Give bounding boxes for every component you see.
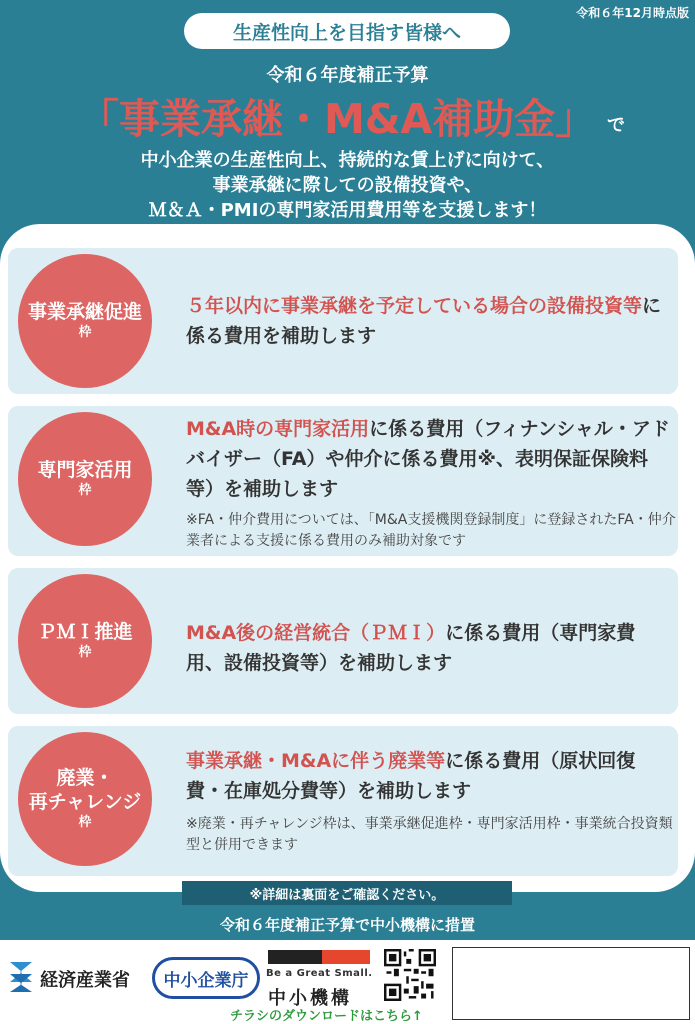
category-name: 専門家活用 xyxy=(37,459,133,481)
highlight-text: M&A時の専門家活用 xyxy=(186,418,370,440)
category-name-line1: 廃業・ xyxy=(56,767,114,789)
body-text: に係る費用（原状回復費・在庫処分費等）を補助します xyxy=(186,750,636,802)
meti-logo-icon xyxy=(6,960,36,994)
title-suffix: で xyxy=(607,115,625,136)
detail-notice: ※詳細は裏面をご確認ください。 xyxy=(182,881,512,905)
category-waku: 枠 xyxy=(78,645,92,660)
intro-line: 中小企業の生産性向上、持続的な賃上げに向けて、 xyxy=(140,150,555,171)
smrj-logo-text: 中小機構 xyxy=(268,988,352,1009)
intro-line: 事業承継に際しての設備投資や、 xyxy=(212,175,483,196)
card-note: ※廃業・再チャレンジ枠は、事業承継促進枠・専門家活用枠・事業統合投資類型と併用できます xyxy=(186,816,673,853)
smrj-tagline: Be a Great Small. xyxy=(266,968,373,979)
body-text: に係る費用（専門家費用、設備投資等）を補助します xyxy=(186,622,636,674)
chusho-logo: 中小企業庁 xyxy=(152,957,260,999)
intro-text xyxy=(0,148,695,223)
category-name-line2: 再チャレンジ xyxy=(28,791,142,813)
category-waku: 枠 xyxy=(78,325,92,340)
audience-pill: 生産性向上を目指す皆様へ xyxy=(184,13,510,49)
body-text: に係る費用を補助します xyxy=(186,295,662,347)
card-description xyxy=(186,618,672,678)
card-description xyxy=(186,746,672,806)
card-description xyxy=(186,414,672,504)
download-link[interactable]: チラシのダウンロードはこちら↑ xyxy=(230,1009,423,1024)
category-badge-closure xyxy=(18,732,152,866)
intro-line: Ｍ＆Ａ・PMIの専門家活用費用等を支援します！ xyxy=(148,200,547,221)
measure-notice: 令和６年度補正予算で中小機構に措置 xyxy=(219,916,475,934)
highlight-text: M&A後の経営統合（ＰＭＩ） xyxy=(186,622,446,644)
card-description xyxy=(186,291,672,351)
version-date: 令和６年12月時点版 xyxy=(576,6,689,20)
category-name: ＰＭＩ推進 xyxy=(37,621,133,643)
body-text: に係る費用（フィナンシャル・アドバイザー（FA）や仲介に係る費用※、表明保証保険料等）を補助します xyxy=(186,418,670,500)
card-note: ※FA・仲介費用については、「M&A支援機関登録制度」に登録されたFA・仲介業者による支援に係る費用のみ補助対象です xyxy=(186,512,676,549)
blank-contact-box xyxy=(452,947,690,1020)
category-badge-succession xyxy=(18,254,152,388)
category-badge-pmi xyxy=(18,574,152,708)
meti-logo-text: 経済産業省 xyxy=(40,970,130,991)
qr-code-icon[interactable] xyxy=(384,949,436,1001)
page-title: 「事業承継・M&A補助金」 xyxy=(78,95,597,143)
category-waku: 枠 xyxy=(78,815,92,830)
highlight-text: ５年以内に事業承継を予定している場合の設備投資等 xyxy=(186,295,643,317)
category-name: 事業承継促進 xyxy=(27,301,142,323)
highlight-text: 事業承継・M&Aに伴う廃業等 xyxy=(186,750,446,772)
smrj-logo-accent xyxy=(322,950,370,964)
budget-label: 令和６年度補正予算 xyxy=(266,65,429,86)
category-badge-expert xyxy=(18,412,152,546)
category-waku: 枠 xyxy=(78,483,92,498)
